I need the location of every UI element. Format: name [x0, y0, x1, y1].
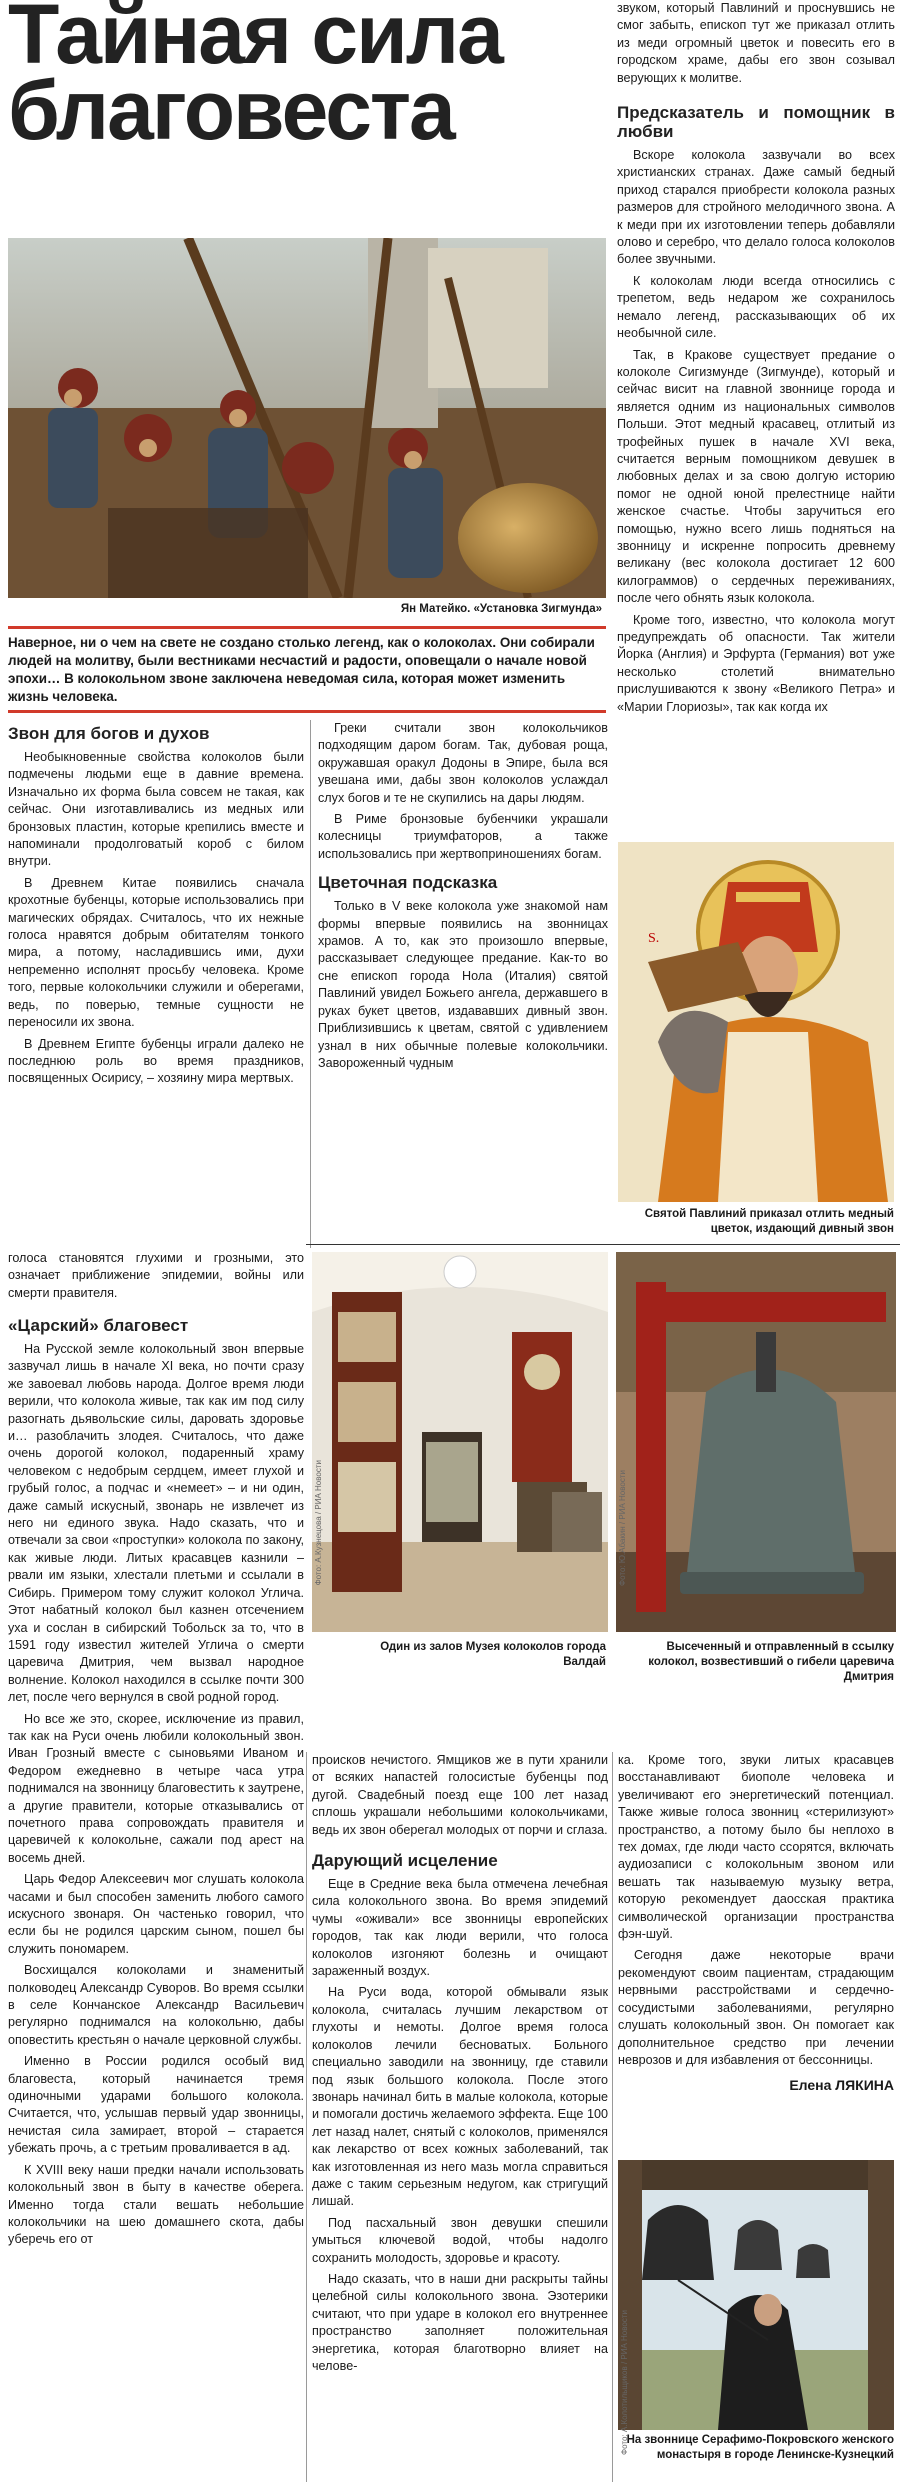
- uglich-bell-photo: [616, 1252, 896, 1632]
- section-title-love: Предсказатель и помощник в любви: [617, 103, 895, 142]
- museum-image: [312, 1252, 608, 1632]
- paragraph: Сегодня даже некоторые врачи рекомендуют своим пациентам, страдающим нервными расстройствами и сердечно-сосудистыми заболеваниями, регулярно слушать колокольный звон. Он помогает как дополнительное средство при лечении неврозов и для избавления от бессонницы.: [618, 1948, 894, 2067]
- horizontal-divider: [306, 1244, 900, 1245]
- paragraph: Кроме того, известно, что колокола могут предупреждать об опасности. Так жители Йорка (Англия) и Эрфурта (Германия) вот уже несколько столетий внимательно прислушиваются к звону «Великого Петра» и «Марии Глориозы», так как когда их: [617, 612, 895, 714]
- paragraph: голоса становятся глухими и грозными, это означает приближение эпидемии, войны или смерти правителя.: [8, 1251, 304, 1300]
- right-column-bottom: [618, 1752, 894, 2095]
- svg-text:S.: S.: [648, 931, 660, 946]
- tsar-column: [8, 1312, 304, 2253]
- paragraph: Греки считали звон колокольчиков подходящим даром богам. Так, дубовая роща, окружавшая оракул Додоны в Эпире, была вся увешана ими, дабы звон колоколов услаждал слух богов и те не скупились на дары людям.: [318, 721, 608, 805]
- paragraph: К XVIII веку наши предки начали использовать колокольный звон в быту в качестве оберега. Именно тогда стали вешать небольшие колокольчики на шею домашнего скота, дабы уберечь его от: [8, 2162, 304, 2247]
- lead-bottom-rule: [8, 710, 606, 713]
- belfry-photo-credit: Фото: А.Колотильщиков / РИА Новости: [620, 2310, 629, 2455]
- column-1-continued: [8, 1250, 304, 1306]
- paragraph: ка. Кроме того, звуки литых красавцев восстанавливают биополе человека и увеличивают его энергетический потенциал. Также живые голоса звонниц «стерилизуют» пространство, а потому было бы неплохо в тех домах, где люди часто ссорятся, включать аудиозаписи с колокольным звоном или вешать так называемую музыку ветра, которую рекомендует даосская практика символической организации пространства фэн-шуй.: [618, 1753, 894, 1942]
- belfry-image: [618, 2160, 894, 2430]
- paragraph: Так, в Кракове существует предание о колоколе Сигизмунде (Зигмунде), который и сейчас висит на главной звоннице города и является одним из национальных символов Польши. Этот медный красавец, отлитый из трофейных пушек в начале XVI века, считается верным помощником девушек в любовных делах и за свою долгую историю помог не одной юной прелестнице найти женское счастье. Чтобы заручиться его помощью, нужно всего лишь подняться на звонницу и искренне попросить древнему великану (вес колокола достигает 12 600 килограммов) о сердечных переживаниях, после чего обнять язык колокола.: [617, 347, 895, 606]
- hero-caption: Ян Матейко. «Установка Зигмунда»: [400, 603, 602, 615]
- section-title-gods: Звон для богов и духов: [8, 724, 210, 743]
- lead-paragraph: Наверное, ни о чем на свете не создано столько легенд, как о колоколах. Они собирали людей на молитву, были вестниками несчастий и радости, оповещали о начале новой эпохи… В колокольном звоне заключена неведомая сила, которая может изменить жизнь человека.: [8, 635, 595, 704]
- hero-painting: [8, 238, 606, 598]
- paragraph: звуком, который Павлиний и проснувшись не смог забыть, епископ тут же приказал отлить из меди огромный цветок и повесить его в городском храме, дабы его звон созывал верующих к молитве.: [617, 1, 895, 85]
- section-title-healing: Дарующий исцеление: [312, 1851, 498, 1871]
- bell-caption: Высеченный и отправленный в ссылку колокол, возвестивший о гибели царевича Дмитрия: [648, 1641, 894, 1683]
- painting-image: [8, 238, 606, 598]
- middle-column-bottom: [312, 1752, 608, 2379]
- paragraph: Вскоре колокола зазвучали во всех христианских странах. Даже самый бедный приход старался приобрести колокола разных размеров для стройного мелодичного звона. А к меди при их изготовлении теперь добавляли олово и серебро, что делало голоса колоколов более звучными.: [617, 148, 895, 267]
- column-divider: [612, 1752, 613, 2482]
- belfry-photo: [618, 2160, 894, 2430]
- saint-caption: Святой Павлиний приказал отлить медный цветок, издающий дивный звон: [644, 1208, 894, 1235]
- bell-photo-credit: Фото: Ю.Абакин / РИА Новости: [618, 1470, 627, 1586]
- paragraph: На Русской земле колокольный звон впервые зазвучал лишь в начале XI века, но почти сразу же завоевал любовь народа. Долгое время люди верили, что колокола живые, так как им под силу разогнать дьявольские силы, даровать здоровье и… разоблачить злодея. Считалось, что даже очень дорогой колокол, подаренный храму человеком с недобрым сердцем, имеет глухой и грубый голос, а подчас и «немеет» – и ни один, даже самый искусный, звонарь не извлечет из него ни единого звука. Надо сказать, что и отвечали за свои «проступки» колокола по закону, как живые люди. Литых красавцев казнили – рвали им языки, хлестали плетьми и ссылали в Сибирь. Примером тому служит колокол Углича. Этот набатный колокол был казнен отсечением уха и сослан в сибирский Тобольск за то, что в 1591 году известил жителей Углича о смерти царевича Дмитрия, чем вызвал народное волнение. Колокол находился в ссылке почти 300 лет, после чего вернулся в свой родной город.: [8, 1342, 304, 1705]
- column-1-top: [8, 720, 304, 1092]
- paragraph: Под пасхальный звон девушки спешили умыться ключевой водой, чтобы надолго сохранить молодость, здоровье и красоту.: [312, 2215, 608, 2265]
- paragraph: Именно в России родился особый вид благовеста, который начинается тремя одиночными ударами большого колокола. Считается, что, услышав первый удар звонницы, нечистая сила замирает, второй – старается убежать прочь, а с третьим проваливается в ад.: [8, 2054, 304, 2156]
- column-divider: [310, 720, 311, 1248]
- paragraph: происков нечистого. Ямщиков же в пути хранили от всяких напастей голосистые бубенцы под дугой. Свадебный поезд еще 100 лет назад сплошь украшали небольшими колокольчиками, ведь их звон оберегал молодых от порчи и сглаза.: [312, 1753, 608, 1837]
- paragraph: Необыкновенные свойства колоколов были подмечены людьми еще в давние времена. Изначально их форма была совсем не такая, как сейчас. Они изготавливались из медных или бронзовых пластин, которые крепились вместе и напоминали продолговатый короб с билом внутри.: [8, 750, 304, 869]
- icon-image: [618, 842, 894, 1202]
- paragraph: Еще в Средние века была отмечена лечебная сила колокольного звона. Во время эпидемий чумы «оживали» все звонницы европейских городов, так как люди верили, что голоса колоколов изгоняют болезнь и очищают зараженный воздух.: [312, 1877, 608, 1979]
- author-signature: Елена ЛЯКИНА: [789, 2077, 894, 2094]
- museum-photo: [312, 1252, 608, 1632]
- headline-line-1: Тайная сила: [8, 0, 502, 81]
- bell-image: [616, 1252, 896, 1632]
- paragraph: В Древнем Китае появились сначала крохотные бубенцы, которые использовались при магических обрядах. Считалось, что их нежные голоса нравятся добрым обитателям тонкого мира, а потому, насладившись ими, духи непременно исполнят просьбу человека. Кроме того, первые колокольчики служили и оберегами, ведь, по поверью, темные сущности не переносили их звона.: [8, 875, 304, 1030]
- paragraph: Но все же это, скорее, исключение из правил, так как на Руси очень любили колокольный звон. Иван Грозный вместе с сыновьями Иваном и Федором ежедневно в четыре часа утра поднимался на звонницу благовестить к заутрене, а другие правители, которые отказывались от почетного права сопровождать правителя и царевичей к колокольне, сажали под арест на восемь дней.: [8, 1711, 304, 1865]
- column-divider: [306, 1752, 307, 2482]
- paragraph: К колоколам люди всегда относились с трепетом, ведь недаром же сохранилось немало легенд, рассказывающих об их необычной силе.: [617, 273, 895, 341]
- paragraph: Только в V веке колокола уже знакомой нам формы впервые появились на звонницах храмов. А то, как это произошло впервые, рассказывает следующее предание. Как-то во сне епископ города Нола (Италия) святой Павлиний увидел Божьего ангела, державшего в руках букет цветов, издававших дивный звон. Приблизившись к цветам, святой с удивлением узнал в них обычные полевые колокольчики. Завороженный чудным: [318, 899, 608, 1070]
- museum-photo-credit: Фото: А.Кузнецова / РИА Новости: [314, 1460, 323, 1586]
- saint-paulinus-image: [618, 842, 894, 1202]
- paragraph: Восхищался колоколами и знаменитый полководец Александр Суворов. Во время ссылки в селе Кончанское Александр Васильевич регулярно поднимался на колокольню, дабы оповестить крестьян о начале церковной службы.: [8, 1963, 304, 2047]
- paragraph: На Руси вода, которой обмывали язык колокола, считалась лучшим лекарством от глухоты и немоты. Долгое время голоса колоколов лечили бесноватых. Больного специально заводили на звонницу, где ставили под язык большого колокола. После этого звонарь начинал бить в малые колокола, которые и помогали достичь желаемого эффекта. Еще 100 лет назад налет, снятый с колоколов, применялся как лекарство от всех кожных заболеваний, так как изготовленная из него мазь могла справиться даже с таким серьезным недугом, как стригущий лишай.: [312, 1985, 608, 2209]
- paragraph: Надо сказать, что в наши дни раскрыты тайны целебной силы колокольного звона. Эзотерики считают, что при ударе в колокол его внутреннее пространство заполняет положительная энергетика, которая благотворно влияет на челове-: [312, 2271, 608, 2373]
- belfry-caption: На звоннице Серафимо-Покровского женского монастыря в городе Ленинске-Кузнецкий: [626, 2434, 894, 2461]
- top-right-column: [617, 0, 895, 720]
- section-title-flower: Цветочная подсказка: [318, 873, 498, 893]
- lead-top-rule: [8, 626, 606, 629]
- headline-line-2: благовеста: [8, 63, 454, 157]
- paragraph: В Риме бронзовые бубенчики украшали колесницы триумфаторов, а также использовались при жертвоприношениях богам.: [318, 812, 608, 861]
- column-2-top: [318, 720, 608, 1076]
- section-title-tsar: «Царский» благовест: [8, 1316, 189, 1335]
- museum-caption: Один из залов Музея колоколов города Валдай: [380, 1641, 606, 1668]
- paragraph: В Древнем Египте бубенцы играли далеко не последнюю роль во время праздников, посвященных Осирису, – хозяину мира мертвых.: [8, 1036, 304, 1086]
- paragraph: Царь Федор Алексеевич мог слушать колокола часами и был способен заменить любого самого искусного звонаря. Он частенько говорил, что если бы не родился царским сыном, пошел бы служить пономарем.: [8, 1872, 304, 1956]
